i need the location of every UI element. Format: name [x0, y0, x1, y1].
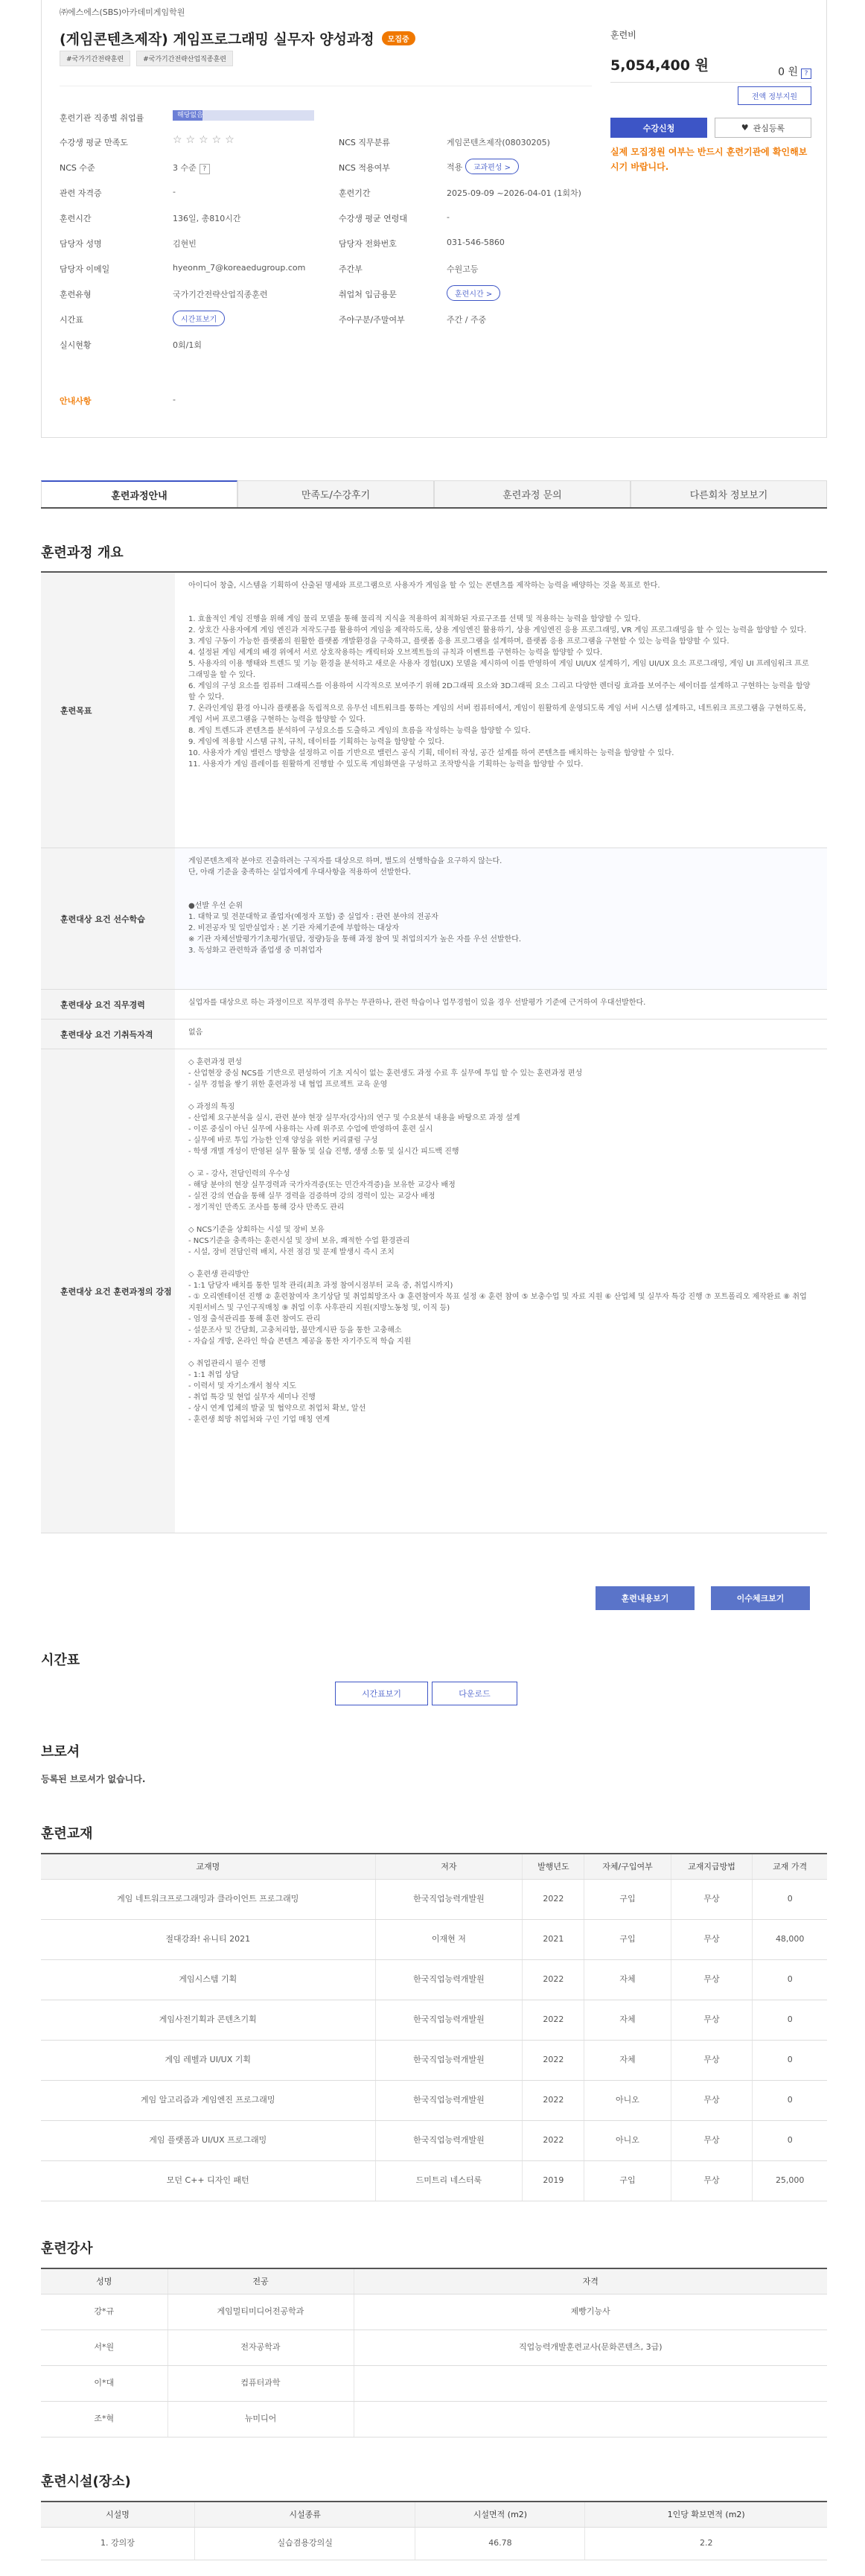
type-label: 훈련유형: [60, 290, 92, 299]
col-header: 시설면적 (m2): [415, 2502, 585, 2527]
table-cell: 무상: [671, 1879, 753, 1919]
table-row: [41, 2401, 827, 2437]
org-name: ㈜에스에스(SBS)아카데미게임학원: [60, 7, 185, 17]
like-button[interactable]: [715, 118, 811, 138]
ncs-apply-value: 적용: [447, 162, 463, 172]
table-cell: 2022: [523, 2120, 584, 2160]
course-title: [60, 28, 415, 48]
cert-label: 관련 자격증: [60, 188, 102, 198]
tag[interactable]: #국가기간전략훈련: [60, 51, 130, 66]
ncs-field-label: NCS 직무분류: [339, 138, 390, 147]
ncs-apply-label: NCS 적용여부: [339, 163, 390, 173]
curriculum-button[interactable]: 교과편성 >: [465, 159, 519, 174]
table-cell: [354, 2365, 827, 2401]
teachers-title: 훈련강사: [41, 2241, 93, 2257]
facilities-title: 훈련시설(장소): [41, 2474, 131, 2490]
table-row: [41, 1919, 827, 1959]
employment-value: 해당없음: [173, 110, 202, 121]
col-header: 1인당 확보면적 (m2): [585, 2502, 827, 2527]
table-row: [41, 2040, 827, 2080]
help-icon[interactable]: ?: [801, 69, 811, 79]
col-header: 전공: [167, 2268, 354, 2294]
overview-table: [41, 571, 827, 1533]
col-header: 자체/구입여부: [584, 1854, 671, 1879]
table-cell: 구입: [584, 2160, 671, 2201]
self-pay-value: 0 원: [778, 66, 798, 78]
table-cell: 아니오: [584, 2080, 671, 2120]
overview-row-label: 훈련대상 요건 직무경력: [41, 990, 175, 1019]
tab-course-info[interactable]: 훈련과정안내: [41, 480, 237, 507]
table-row: [41, 2000, 827, 2040]
period-value: 2025-09-09 ~2026-04-01 (1회차): [447, 188, 581, 198]
table-cell: 0: [753, 1879, 827, 1919]
brochure-empty: 등록된 브로셔가 없습니다.: [41, 1774, 146, 1784]
table-cell: 직업능력개발훈련교사(문화콘텐츠, 3급): [354, 2329, 827, 2365]
table-cell: 강*규: [41, 2294, 167, 2329]
overview-row-label: 훈련목표: [41, 573, 175, 847]
daynight-label: 주간부: [339, 264, 363, 274]
table-cell: 서*원: [41, 2329, 167, 2365]
table-cell: 한국직업능력개발원: [375, 2000, 523, 2040]
table-cell: 25,000: [753, 2160, 827, 2201]
table-cell: 0: [753, 1959, 827, 2000]
result-value: 0회/1회: [173, 340, 202, 350]
manager-value: 김현빈: [173, 239, 197, 249]
timetable-download-button[interactable]: 다운로드: [432, 1682, 517, 1705]
table-cell: 이*대: [41, 2365, 167, 2401]
apply-button[interactable]: 수강신청: [610, 118, 707, 138]
overview-row-text: 게임콘텐츠제작 분야로 진출하려는 구직자를 대상으로 하며, 별도의 선행학습을 요구하지 않는다. 단, 아래 기준을 충족하는 실업자에게 우대사항을 적용하여 선발한다. ●선발 우선 순위 1. 대학교 및 전문대학교 졸업자(예정자 포함) 중 실업자 : 관련 분야의 전공자 2. 비전공자 및 일반실업자 : 본 기관 자체기준에 부합하는 대상자 ※ 기관 자체선발평가기초평가(필답, 정량)등을 통해 과정 참여 및 취업의지가 높은 자를 우선 선발한다. 3. 독성화고 관련학과 졸업생 중 미취업자: [188, 857, 522, 955]
fee-price: 5,054,400 원: [610, 57, 709, 74]
timetable-button[interactable]: 시간표보기: [173, 311, 225, 326]
table-cell: 제빵기능사: [354, 2294, 827, 2329]
timetable-title: 시간표: [41, 1653, 80, 1668]
cert-value: -: [173, 187, 176, 197]
table-cell: 무상: [671, 2120, 753, 2160]
course-title-text: (게임콘텐츠제작) 게임프로그래밍 실무자 양성과정: [60, 31, 374, 48]
overview-row-text: ◇ 훈련과정 편성 - 산업현장 중심 NCS를 기반으로 편성하여 기초 지식이 없는 훈련생도 과정 수료 후 실무에 투입 할 수 있는 훈련과정 편성 - 실무 경험을 쌓기 위한 훈련과정 내 협업 프로젝트 교육 운영 ◇ 과정의 특징 - 산업체 요구분석을 실시, 관련 분야 현장 실무자(강사)의 연구 및 수요분석 내용을 바탕으로 과정 설계 - 이론 중심이 아닌 실무에 사용하는 사례 위주로 수업에 반영하여 훈련 실시 - 실무에 바로 투입 가능한 인재 양성을 위한 커리큘럼 구성 - 학생 개별 개성이 반영된 실무 활동 및 실습 진행, 생생 소통 및 실시간 피드백 진행 ◇ 교 - 강사, 전담인력의 우수성 - 해당 분야의 현장 실무경력과 국가자격증(또는 민간자격증)을 보유한 교강사 배정 - 실전 강의 연습을 통해 실무 경력을 검증하며 강의 경력이 있는 교강사 배정 - 정기적인 만족도 조사를 통해 강사 만족도 관리 ◇ NCS기준을 상회하는 시설 및 장비 보유 - NCS기준을 충족하는 훈련시설 및 장비 보유, 쾌적한 수업 환경관리 - 시설, 장비 전담인력 배치, 사전 점검 및 문제 발생시 즉시 조치 ◇ 훈련생 관리방안 - 1:1 담당자 배치를 통한 밀착 관리(최초 과정 참여시점부터 교육 중, 취업시까지) - ① 오리엔테이션 진행 ② 훈련참여자 초기상담 및 취업희망조사 ③ 훈련참여자 목표 설정 ④ 훈련 참여 ⑤ 보충수업 및 자료 지원 ⑥ 산업체 및 실무자 특강 진행 ⑦ 포트폴리오 제작완료 ⑧ 취업지원서비스 및 구인구직매칭 ⑨ 취업 이후 사후관리 지원(지방노동청 및, 이직 등) - 엄정 출석관리를 통해 훈련 참여도 관리 - 설문조사 및 간담회, 고충처리함, 불만게시판 등을 통한 고충해소 - 자습실 개방, 온라인 학습 콘텐츠 제공을 통한 자기주도적 학습 지원 ◇ 취업관리시 필수 진행 - 1:1 취업 상담 - 이력서 및 자기소개서 첨삭 지도 - 취업 특강 및 현업 실무자 세미나 진행 - 상시 연계 업체의 발굴 및 협약으로 취업처 확보, 알선 - 훈련생 희망 취업처와 구인 기업 매칭 연계: [188, 1058, 807, 1424]
table-cell: 2021: [523, 1919, 584, 1959]
table-cell: 뉴미디어: [167, 2401, 354, 2437]
table-cell: 2022: [523, 2080, 584, 2120]
col-header: 교재 가격: [753, 1854, 827, 1879]
course-tags: [60, 51, 233, 66]
fee-label: 훈련비: [610, 30, 636, 40]
col-header: 자격: [354, 2268, 827, 2294]
ncs-apply: [447, 159, 519, 174]
col-header: 발행년도: [523, 1854, 584, 1879]
overview-title: 훈련과정 개요: [41, 545, 124, 561]
table-cell: 무상: [671, 1919, 753, 1959]
tab-bar: [41, 480, 827, 509]
table-cell: 0: [753, 2040, 827, 2080]
table-cell: 구입: [584, 1919, 671, 1959]
tag[interactable]: #국가기간전략산업직종훈련: [136, 51, 233, 66]
support-button[interactable]: 훈련시간 >: [447, 285, 500, 301]
table-cell: 게임사전기획과 콘텐츠기획: [41, 2000, 375, 2040]
table-cell: [354, 2401, 827, 2437]
guide-value: -: [173, 395, 176, 404]
table-cell: 아니오: [584, 2120, 671, 2160]
rating-stars: ☆☆☆☆☆: [173, 134, 238, 146]
table-cell: 무상: [671, 2000, 753, 2040]
support-label: 취업처 입금용문: [339, 290, 397, 299]
brochure-title: 브로셔: [41, 1744, 80, 1760]
table-cell: 48,000: [753, 1919, 827, 1959]
table-cell: 구입: [584, 1879, 671, 1919]
table-cell: 무상: [671, 1959, 753, 2000]
table-cell: 무상: [671, 2080, 753, 2120]
col-header: 성명: [41, 2268, 167, 2294]
ncs-level-label: NCS 수준: [60, 163, 95, 173]
type-value: 국가기간전략산업직종훈련: [173, 290, 268, 299]
ncs-level: [173, 162, 210, 174]
table-cell: 자체: [584, 2040, 671, 2080]
table-cell: 이재현 저: [375, 1919, 523, 1959]
employment-label: 훈련기관 직종별 취업률: [60, 113, 144, 123]
table-cell: 모던 C++ 디자인 패턴: [41, 2160, 375, 2201]
table-cell: 게임 레벨과 UI/UX 기획: [41, 2040, 375, 2080]
status-badge: 모집중: [382, 31, 415, 45]
table-cell: 0: [753, 2000, 827, 2040]
heart-icon: ♥: [741, 123, 749, 133]
email-value[interactable]: hyeonm_7@koreaedugroup.com: [173, 263, 306, 273]
timetable-label: 시간표: [60, 315, 83, 325]
fee-panel: [610, 28, 811, 172]
col-header: 저자: [375, 1854, 523, 1879]
week-value: 주간 / 주중: [447, 315, 487, 325]
ncs-field-value: 게임콘텐츠제작(08030205): [447, 138, 550, 147]
age-label: 수강생 평균 연령대: [339, 214, 408, 223]
table-row: [41, 2120, 827, 2160]
guide-label: 안내사항: [60, 396, 92, 406]
table-cell: 한국직업능력개발원: [375, 2080, 523, 2120]
table-row: [41, 2080, 827, 2120]
overview-row-text: 실업자를 대상으로 하는 과정이므로 직무경력 유무는 무관하나, 관련 학습이나 업무경험이 있을 경우 선발평가 기준에 근거하여 우대선발한다.: [188, 999, 646, 1007]
table-cell: 게임 네트워크프로그래밍과 클라이언트 프로그래밍: [41, 1879, 375, 1919]
col-header: 교재지급방법: [671, 1854, 753, 1879]
table-cell: 조*혁: [41, 2401, 167, 2437]
table-cell: 컴퓨터과학: [167, 2365, 354, 2401]
table-row: [41, 1879, 827, 1919]
table-cell: 한국직업능력개발원: [375, 2040, 523, 2080]
overview-row: [41, 990, 827, 1020]
table-cell: 무상: [671, 2040, 753, 2080]
table-cell: 자체: [584, 2000, 671, 2040]
overview-row: [41, 1020, 827, 1049]
table-cell: 드미트리 네스터룩: [375, 2160, 523, 2201]
course-detail-button[interactable]: 훈련내용보기: [596, 1586, 695, 1610]
table-cell: 게임 플랫폼과 UI/UX 프로그래밍: [41, 2120, 375, 2160]
hours-value: 136일, 총810시간: [173, 214, 241, 223]
col-header: 교재명: [41, 1854, 375, 1879]
phone-value: 031-546-5860: [447, 238, 505, 247]
table-cell: 전자공학과: [167, 2329, 354, 2365]
result-label: 실시현황: [60, 340, 92, 350]
manager-label: 담당자 성명: [60, 239, 102, 249]
ncs-level-value: 3 수준: [173, 163, 197, 173]
daynight-value: 수원고등: [447, 264, 479, 274]
overview-row-label: 훈련대상 요건 기취득자격: [41, 1020, 175, 1049]
facilities-table: [41, 2501, 827, 2560]
table-cell: 게임멀티미디어전공학과: [167, 2294, 354, 2329]
self-pay: [778, 64, 811, 79]
overview-row-text: 아이디어 창출, 시스템을 기획하여 산출된 명세와 프로그램으로 사용자가 게임을 할 수 있는 콘텐츠를 제작하는 능력을 배양하는 것을 목표로 한다. 1. 효율적인 게임 진행을 위해 게임 물리 모델을 통해 물리적 지식을 적용하여 최적화된 자료구조를 선택 및 적용하는 능력을 함양할 수 있다. 2. 상호간 사용자에게 게임 엔진과 저작도구를 활용하여 게임을 제작하도록, 상용 게임엔진 활용하기, 상용 게임엔진 응용 프로그래밍, VR 게임 프로그래밍을 할 수 있는 능력을 함양할 수 있다. 3. 게임 구동이 가능한 플랫폼의 원활한 플랫폼 개발환경을 구축하고, 플랫폼 응용 프로그램을 설계하며, 플랫폼 응용 프로그램을 구현할 수 있는 능력을 함양할 수 있다. 4. 설정된 게임 세계의 배경 위에서 서로 상호작용하는 캐릭터와 오브젝트들의 규칙과 이벤트를 구현하는 능력을 함양할 수 있다. 5. 사용자의 이용 행태와 트렌드 및 기능 환경을 분석하고 새로운 사용자 경험(UX) 모델을 제시하여 이를 반영하여 게임 UI/UX 설계하기, 게임 UI/UX 요소 프로그래밍, 게임 UI 프레임워크 프로그래밍을 할 수 있다. 6. 게임의 구성 요소를 컴퓨터 그래픽스를 이용하여 시각적으로 보여주기 위해 2D그래픽 요소와 3D그래픽 요소 그리고 다양한 렌더링 효과를 보여주는 셰이더를 설계하고 구현하는 능력을 함양할 수 있다. 7. 온라인게임 환경 아니라 플랫폼을 독립적으로 유무선 네트워크를 통하는 게임의 서버 컴퓨터에서, 게임이 원활하게 운영되도록 게임 서버 시스템 설계하고, 네트워크 프로그램을 구현하도록, 게임 서버 프로그램을 구현하는 능력을 함양할 수 있다. 8. 게임 트렌드과 콘텐츠를 분석하여 구성요소를 도출하고 게임의 흐름을 작성하는 능력을 함양할 수 있다. 9. 게임에 적용할 시스템 규칙, 규칙, 데이터를 기획하는 능력을 함양할 수 있다. 10. 사용자가 게임 밸런스 방향을 설정하고 이를 기반으로 밸런스 공식 기획, 데이터 작성, 공간 설계를 하여 콘텐츠를 배치하는 능력을 함양할 수 있다. 11. 사용자가 게임 플레이를 원활하게 진행할 수 있도록 게임화면을 구성하고 조작방식을 기획하는 능력을 함양할 수 있다.: [188, 582, 811, 769]
table-cell: 게임시스템 기획: [41, 1959, 375, 2000]
week-label: 주야구분/주말여부: [339, 315, 405, 325]
table-cell: 한국직업능력개발원: [375, 1959, 523, 2000]
gov-support-button[interactable]: 전액 정부지원: [738, 86, 811, 105]
table-cell: 2022: [523, 2040, 584, 2080]
table-cell: 절대강좌! 유니티 2021: [41, 1919, 375, 1959]
table-cell: 46.78: [415, 2527, 585, 2560]
table-row: [41, 2160, 827, 2201]
table-cell: 2019: [523, 2160, 584, 2201]
age-value: -: [447, 212, 450, 222]
warning-text: 실제 모집정원 여부는 반드시 훈련기관에 확인해보시기 바랍니다.: [610, 147, 808, 172]
table-cell: 게임 알고리즘과 게임엔진 프로그래밍: [41, 2080, 375, 2120]
overview-row: [41, 1049, 827, 1533]
overview-row-label: 훈련대상 요건 선수학습: [41, 848, 175, 989]
table-cell: 실습겸용강의실: [194, 2527, 415, 2560]
table-cell: 0: [753, 2080, 827, 2120]
timetable-view-button[interactable]: 시간표보기: [335, 1682, 428, 1705]
table-cell: 2.2: [585, 2527, 827, 2560]
like-label: 관심등록: [753, 123, 785, 133]
col-header: 시설명: [41, 2502, 194, 2527]
table-row: [41, 1959, 827, 2000]
table-cell: 2022: [523, 1959, 584, 2000]
divider: [610, 82, 811, 83]
overview-row: [41, 848, 827, 990]
table-cell: 무상: [671, 2160, 753, 2201]
table-cell: 2022: [523, 2000, 584, 2040]
overview-row-text: 없음: [188, 1028, 203, 1037]
table-cell: 2022: [523, 1879, 584, 1919]
table-cell: 1. 강의장: [41, 2527, 194, 2560]
table-cell: 한국직업능력개발원: [375, 2120, 523, 2160]
books-title: 훈련교재: [41, 1826, 93, 1842]
phone-label: 담당자 전화번호: [339, 239, 397, 249]
tab-other-sessions[interactable]: 다른회차 정보보기: [631, 480, 827, 507]
employment-bar: [173, 110, 314, 121]
satisfaction-label: 수강생 평균 만족도: [60, 138, 129, 147]
hours-label: 훈련시간: [60, 214, 92, 223]
table-cell: 자체: [584, 1959, 671, 2000]
overview-row: [41, 573, 827, 848]
period-label: 훈련기간: [339, 188, 371, 198]
overview-row-label: 훈련대상 요건 훈련과정의 강점: [41, 1049, 175, 1533]
email-label: 담당자 이메일: [60, 264, 110, 274]
completion-check-button[interactable]: 이수체크보기: [711, 1586, 810, 1610]
books-table: [41, 1853, 827, 2201]
table-cell: 0: [753, 2120, 827, 2160]
tab-reviews[interactable]: 만족도/수강후기: [237, 480, 434, 507]
table-row: [41, 2329, 827, 2365]
help-icon[interactable]: ?: [200, 164, 210, 174]
teachers-table: [41, 2268, 827, 2437]
table-cell: 한국직업능력개발원: [375, 1879, 523, 1919]
tab-inquiry[interactable]: 훈련과정 문의: [434, 480, 631, 507]
col-header: 시설종류: [194, 2502, 415, 2527]
table-row: [41, 2527, 827, 2560]
table-row: [41, 2294, 827, 2329]
table-row: [41, 2365, 827, 2401]
